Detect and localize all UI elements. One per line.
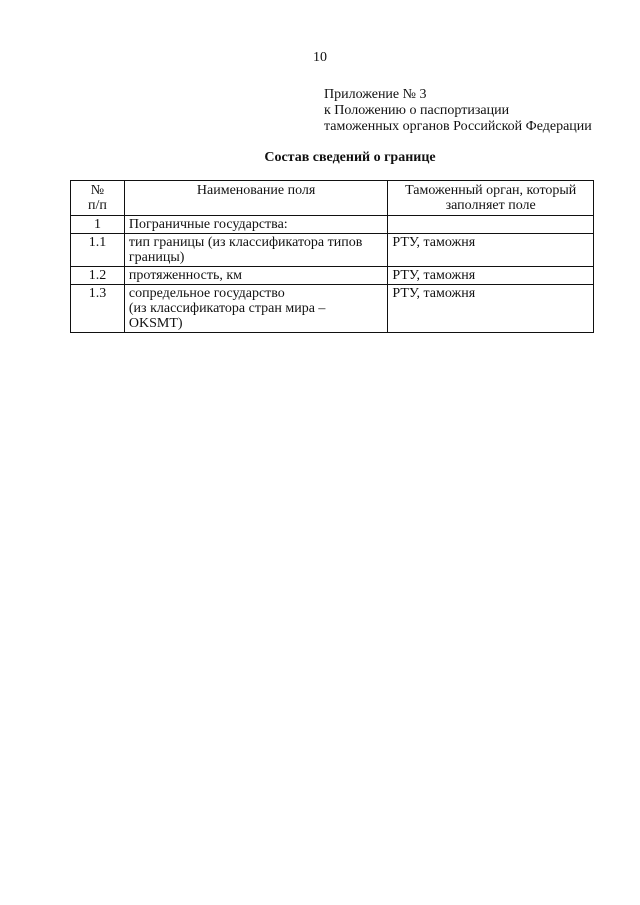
header-number	[71, 181, 125, 216]
table-row	[71, 216, 594, 234]
table-row	[71, 285, 594, 333]
row-field-name	[124, 216, 387, 234]
table-row	[71, 234, 594, 267]
header-customs-organ-line2: заполняет поле	[445, 198, 536, 213]
row-field-name	[124, 234, 387, 267]
appendix-line: таможенных органов Российской Федерации	[324, 119, 592, 134]
row-customs-organ: РТУ, таможня	[388, 234, 594, 267]
page-number: 10	[313, 50, 327, 65]
header-number-line1: №	[90, 183, 105, 198]
header-number-line2: п/п	[88, 198, 107, 213]
row-number: 1	[71, 216, 125, 234]
row-field-name-line: протяженность, км	[128, 268, 242, 283]
document-title: Состав сведений о границе	[264, 150, 436, 165]
appendix-line: к Положению о паспортизации	[324, 103, 510, 118]
row-field-name-line: тип границы (из классификатора типов	[128, 235, 363, 250]
row-number: 1.3	[71, 285, 125, 333]
header-field-name	[124, 181, 387, 216]
row-number: 1.1	[71, 234, 125, 267]
header-field-name-text: Наименование поля	[196, 183, 316, 198]
table-row	[71, 267, 594, 285]
header-customs-organ-line1: Таможенный орган, который	[405, 183, 577, 198]
appendix-reference	[324, 87, 592, 135]
table-header-row	[71, 181, 594, 216]
appendix-line: Приложение № 3	[324, 87, 427, 102]
row-customs-organ: РТУ, таможня	[388, 267, 594, 285]
row-field-name-line: границы)	[128, 250, 185, 265]
row-field-name-line: (из классификатора стран мира –	[128, 301, 326, 316]
row-field-name-line: Пограничные государства:	[128, 217, 288, 232]
row-field-name-line: OKSMT)	[128, 316, 183, 331]
row-field-name	[124, 285, 387, 333]
header-customs-organ	[388, 181, 594, 216]
row-field-name-line: сопредельное государство	[128, 286, 285, 301]
fields-table	[70, 180, 594, 333]
row-field-name	[124, 267, 387, 285]
row-number: 1.2	[71, 267, 125, 285]
row-customs-organ	[388, 216, 594, 234]
row-customs-organ: РТУ, таможня	[388, 285, 594, 333]
